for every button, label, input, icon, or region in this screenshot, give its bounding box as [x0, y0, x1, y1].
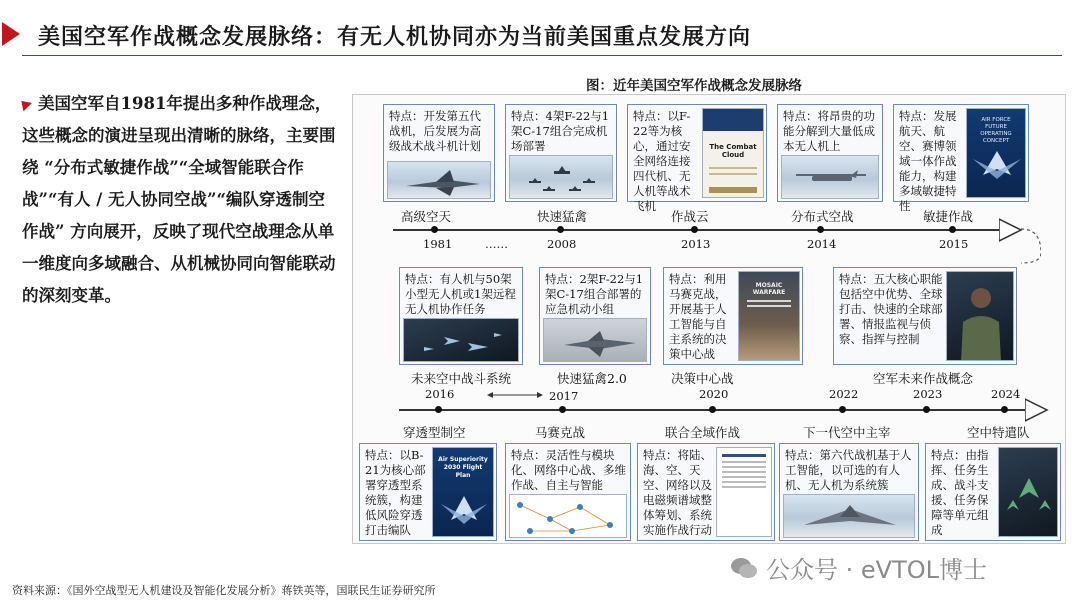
year-label: 2013	[681, 237, 711, 251]
card-text: 特点：发展航天、航空、赛博领域一体作战能力，构建多域敏捷特性	[899, 109, 957, 213]
wechat-icon	[730, 556, 758, 580]
timeline-arrow-icon	[1025, 395, 1051, 425]
concept-label: 决策中心战	[671, 371, 734, 386]
card-2015	[893, 104, 1029, 213]
figure-title: 图：近年美国空军作战概念发展脉络	[586, 78, 802, 94]
year-label: 2015	[939, 237, 969, 251]
card-text: 特点：4架F-22与1架C-17组合完成机场部署	[511, 109, 610, 153]
concept-label: 穿透型制空	[403, 425, 466, 440]
drone-swarm-icon	[404, 319, 519, 362]
header-rule	[22, 55, 1062, 56]
timeline-dot	[559, 406, 566, 413]
card-ngad	[779, 443, 919, 541]
card-text: 特点：2架F-22与1架C-17组合部署的应急机动小组	[545, 272, 644, 316]
cover-title: Air Superiority 2030 Flight Plan	[438, 456, 488, 479]
card-text: 特点：由指挥、任务生成、战斗支援、任务保障等单元组成	[931, 448, 989, 537]
card-text: 特点：以F-22等为核心，通过安全网络连接四代机、无人机等战术飞机	[633, 109, 691, 213]
page-header	[0, 0, 1080, 56]
card-2020	[663, 267, 803, 365]
card-2013	[627, 104, 767, 213]
aircraft-formation-icon	[510, 156, 613, 199]
concept-label: 马赛克战	[535, 425, 586, 440]
jets-formation-icon	[999, 448, 1058, 537]
network-diagram	[509, 494, 627, 538]
flight-plan-cover	[432, 447, 494, 537]
card-text: 特点：以B-21为核心部署穿透型系统簇，构建低风险穿透打击编队	[365, 448, 426, 537]
timeline-2	[399, 409, 1039, 411]
air-force-emblem-icon	[433, 492, 494, 532]
concept-label: 空军未来作战概念	[873, 371, 974, 386]
watermark-text: 公众号 · eVTOL博士	[766, 556, 987, 584]
report-cover-combat-cloud	[702, 108, 764, 198]
cover-title: MOSAIC WARFARE	[752, 282, 786, 296]
network-graph-icon	[510, 495, 627, 538]
timeline-dot	[839, 406, 846, 413]
concept-label: 联合全域作战	[665, 425, 741, 440]
concept-label: 未来空中战斗系统	[411, 371, 512, 386]
air-force-emblem-icon	[967, 145, 1026, 195]
concept-label: 敏捷作战	[923, 209, 974, 224]
card-jado	[637, 443, 775, 541]
sixth-gen-jet-render	[783, 494, 915, 538]
concept-label: 快速猛禽2.0	[557, 371, 627, 386]
f22-icon	[544, 319, 647, 362]
card-mosaic	[505, 443, 631, 541]
timeline-dot	[709, 406, 716, 413]
uav-photo	[781, 155, 879, 199]
card-text: 特点：利用马赛克战，开展基于人工智能与自主系统的决策中心战	[669, 272, 727, 361]
concept-label: 下一代空中主宰	[803, 425, 891, 440]
year-label: 2017	[549, 389, 579, 403]
summary-text: 美国空军自1981年提出多种作战理念，这些概念的演进呈现出清晰的脉络，主要围绕 “分布式敏捷作战”“全域智能联合作战”“有人 / 无人协同空战”“编队穿透制空作战” 方向展开，反映了现代空战理念从单一维度向多域融合、从机械协同向智能联动的深刻变革。	[22, 94, 336, 305]
card-text: 特点：灵活性与模块化、网络中心战、多维作战、自主与智能	[511, 448, 626, 492]
card-2016	[399, 267, 523, 365]
formation-flight-photo	[509, 155, 613, 199]
card-text: 特点：将昂贵的功能分解到大量低成本无人机上	[783, 109, 875, 153]
card-2017	[539, 267, 651, 365]
year-label: 2022	[829, 387, 859, 401]
year-label: 2014	[807, 237, 837, 251]
cover-title: AIR FORCE FUTURE OPERATING CONCEPT	[980, 117, 1012, 144]
double-arrow-icon	[487, 389, 543, 401]
timeline-dot	[1001, 406, 1008, 413]
usaf-cover	[966, 108, 1026, 198]
title-marker-icon	[2, 22, 20, 46]
mosaic-warfare-cover	[738, 271, 800, 361]
year-label: 2016	[425, 387, 455, 401]
card-text: 特点：五大核心职能包括空中优势、全球打击、快速的全球部署、情报监视与侦察、指挥与控制	[839, 272, 943, 346]
figure-frame	[352, 94, 1066, 544]
concept-label: 空中特遣队	[967, 425, 1030, 440]
person-figure-icon	[947, 272, 1014, 361]
timeline-dot	[923, 406, 930, 413]
air-task-force-cover	[998, 447, 1058, 537]
general-photo	[946, 271, 1014, 361]
card-2023	[833, 267, 1017, 365]
year-label: 2024	[991, 387, 1021, 401]
card-task-force	[925, 443, 1061, 541]
timeline-dot	[435, 406, 442, 413]
cover-title: The Combat Cloud	[709, 143, 757, 159]
card-2008	[505, 104, 617, 202]
year-label: 2020	[699, 387, 729, 401]
card-text: 特点：将陆、海、空、天空、网络以及电磁频谱域整体筹划、系统实施作战行动	[643, 448, 712, 537]
card-text: 特点：第六代战机基于人工智能，以可选的有人机、无人机为系统簇	[785, 448, 912, 492]
fighter-jet-icon	[388, 162, 491, 199]
drone-swarm-photo	[403, 318, 519, 362]
page-title: 美国空军作战概念发展脉络：有无人机协同亦为当前美国重点发展方向	[38, 24, 752, 50]
concept-label: 高级空天	[401, 209, 452, 224]
concept-label: 作战云	[671, 209, 709, 224]
card-text: 特点：有人机与50架小型无人机或1架远程无人机协作任务	[405, 272, 516, 316]
summary-block	[22, 88, 340, 312]
concept-label: 快速猛禽	[537, 209, 588, 224]
jado-document	[716, 447, 772, 537]
year-label: 1981	[423, 237, 453, 251]
year-label: 2023	[913, 387, 943, 401]
source-note: 资料来源：《国外空战型无人机建设及智能化发展分析》蒋铁英等，国联民生证券研究所	[12, 584, 436, 597]
f22-photo	[543, 318, 647, 362]
year-label: ……	[485, 237, 508, 251]
card-2014	[777, 104, 883, 202]
fighter-jet-photo	[387, 161, 491, 199]
card-penetrating	[359, 443, 497, 541]
card-text: 特点：开发第五代战机，后发展为高级战术战斗机计划	[389, 109, 481, 153]
card-1981	[383, 104, 495, 202]
uav-icon	[782, 156, 879, 199]
year-label: 2008	[547, 237, 577, 251]
concept-label: 分布式空战	[791, 209, 854, 224]
sixth-gen-jet-icon	[784, 495, 915, 538]
